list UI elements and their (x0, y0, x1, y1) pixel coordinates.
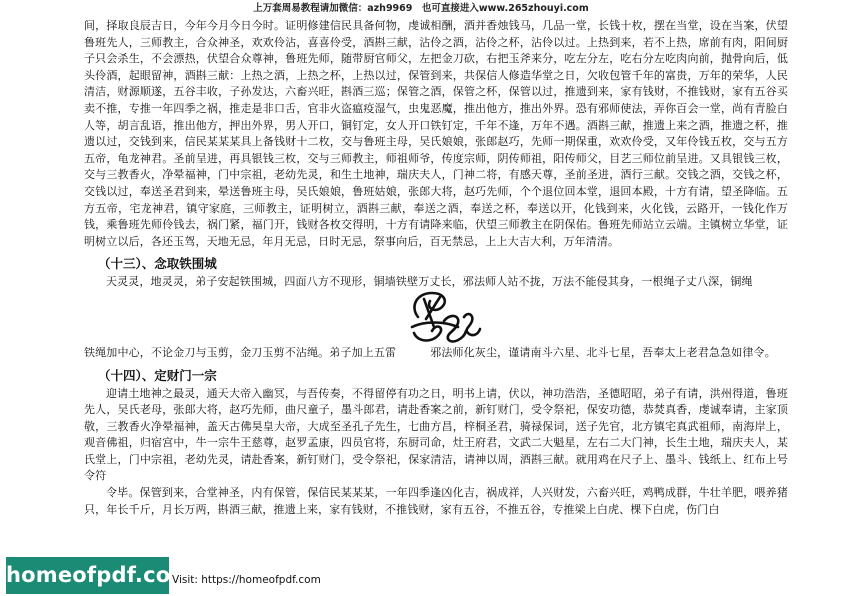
watermark-link[interactable]: Visit: https://homeofpdf.com (172, 574, 321, 586)
page-body (84, 18, 788, 518)
section-heading-13: （十三）、念取铁围城 (98, 256, 217, 272)
text-before-talisman: 铁绳加中心，不论金刀与玉剪，金刀玉剪不沾绳。弟子加上五雷 (84, 345, 397, 359)
paragraph-text: 天灵灵，地灵灵，弟子安起铁围城，四面八方不现形，铜墙铁壁万丈长，邪法师人站不拢，万法不能侵其身，一根绳子丈八深，铜绳 (106, 275, 753, 289)
talisman-row (84, 291, 788, 339)
text-after-talisman: 邪法师化灰尘，谨请南斗六星、北斗七星，吾奉太上老君急急如律令。 (430, 345, 776, 359)
five-thunder-talisman-icon (404, 287, 484, 345)
paragraph-text-continued (84, 345, 788, 362)
paragraph-text: 间，择取良辰吉日，今年今月今日今时。证明修建信民具备何物，虔诚相酬，酒并香烛钱马，几品一堂，长钱十枚，摆在当堂，设在当案，伏望鲁班先人，三师教主，合众神圣，欢欢伶沾，喜喜伶受，酒斟三献，沾伶之酒，沾伶之杯，沾伶以过。上热到来，若不上热，席前有肉，阳间厨子只会杀生，不会漂热，伏望合众尊神，鲁班先师，随带厨官师父，左把金刀砍，右把玉斧来分，吃左分左，吃右分左吃肉向前，抛骨向后，低头伶酒，起眼留神，酒斟三献：上热之酒，上热之杯，上热以过，保管到来，共保信人修造华堂之日，欠收包管千年的富贵，万年的荣华，人民清洁，财源顺遂，五谷丰收，子孙发达，六畜兴旺，斟酒三巡；保管之酒，保管之杯，保管以过，推遗到来，家有钱财，不推钱财，家有五谷买卖不推，专推一年四季之祸，推走是非口舌，官非火盗瘟疫湿气，虫鬼恶魔，推出他方，推出外界。恐有邪师使法，弄你百会一堂，尚有青脸白人等，胡言乱语，推出他方，押出外界，男人开口，铜钉定，女人开口铁钉定，千年不逢，万年不遇。酒斟三献，推遗上来之酒，推遗之杯，推遗以过，交钱到来，信民某某某具上备钱财十二枚，交与鲁班主母，吴氏娘娘，张郎赵巧，先师一期保重，欢欢伶受，又年伶钱五枚，交与五方五帝，龟龙神君。圣前呈进，再具银钱三枚，交与三师教主，师祖师爷，传度宗师，阴传师祖，阳传师父，目艺三师位前呈进。又具银钱三枚，交与三教香火，净晕福神，门中宗祖，老幼先灵，和生土地神，瑞庆夫人，门神二将，有感天尊，圣前圣进，酒行三献。交钱之酒，交钱之杯，交钱以过，奉送圣君到来，晕送鲁班主母，吴氏娘娘，鲁班姑娘，张郎大将，赵巧先师，个个退位回本堂，退回本殿，十方有请，望圣降临。五方五帝，宅龙神君，镇守家庭，三师教主，证明树立，酒斟三献，奉送之酒，奉送之杯，奉送以开，化钱到来，火化钱，云路开，一钱化作万钱，乘鲁班先师伶钱去，祸门紧，福门开，钱财各枚交得明，十方有请降来临，伏望三师教主在阴保佑。鲁班先师站立云端。主镇树立华堂，证明树立以后，各还玉驾，天地无忌，年月无忌，日时无忌，祭事向后，百无禁忌，上上大吉大利，万年清清。 (84, 19, 788, 248)
paragraph-text: 令毕。保管到来，合堂神圣，内有保管，保信民某某某，一年四季逢凶化吉，祸成祥，人兴财发，六畜兴旺，鸡鸭成群，牛壮羊肥，喂养猪只，年长千斤，月长万两，斟酒三献，推遗上来，家有钱财，不推钱财，家有五谷，不推五谷，专推梁上白虎、棵下白虎，伤门白 (84, 486, 788, 516)
section-heading-14: （十四）、定财门一宗 (98, 367, 217, 383)
header-banner: 上万套周易教程请加微信：azh9969 也可直接进入www.265zhouyi.com (253, 3, 589, 14)
watermark-logo[interactable]: homeofpdf.com (6, 557, 169, 594)
paragraph-text: 迎请土地神之最灵，通天大帝入幽冥，与吾传奏，不得留停有功之日，明书上请，伏以，神功浩浩，圣德昭昭，弟子有请，洪州得道，鲁班先人，吴氏老母，张郎大将，赵巧先师，曲尺童子，墨斗郎君，请赴香案之前，新钉财门，受令祭祀，保安功德，恭焚真香，虔诚奉请，主家顶敬，三教香火净晕福神，盖天古佛昊皇大帝，大成至圣孔子先生，七曲方昌，梓桐圣君，骑禄保词，送子先官，北方镇宅真武祖师，南海岸上，观音佛祖，归宿宫中，牛一宗牛王慈尊，赵罗孟康，四员官将，东厨司命，灶王府君，文武二大魁星，左右二大门神，长生土地，瑞庆夫人，某氏堂上，门中宗祖，老幼先灵，请赴香案，新钉财门，受令祭祀，保家清洁，请神以周，酒斟三献。就用鸡在尺子上、墨斗、钱纸上、红布上号令符 (84, 386, 788, 483)
